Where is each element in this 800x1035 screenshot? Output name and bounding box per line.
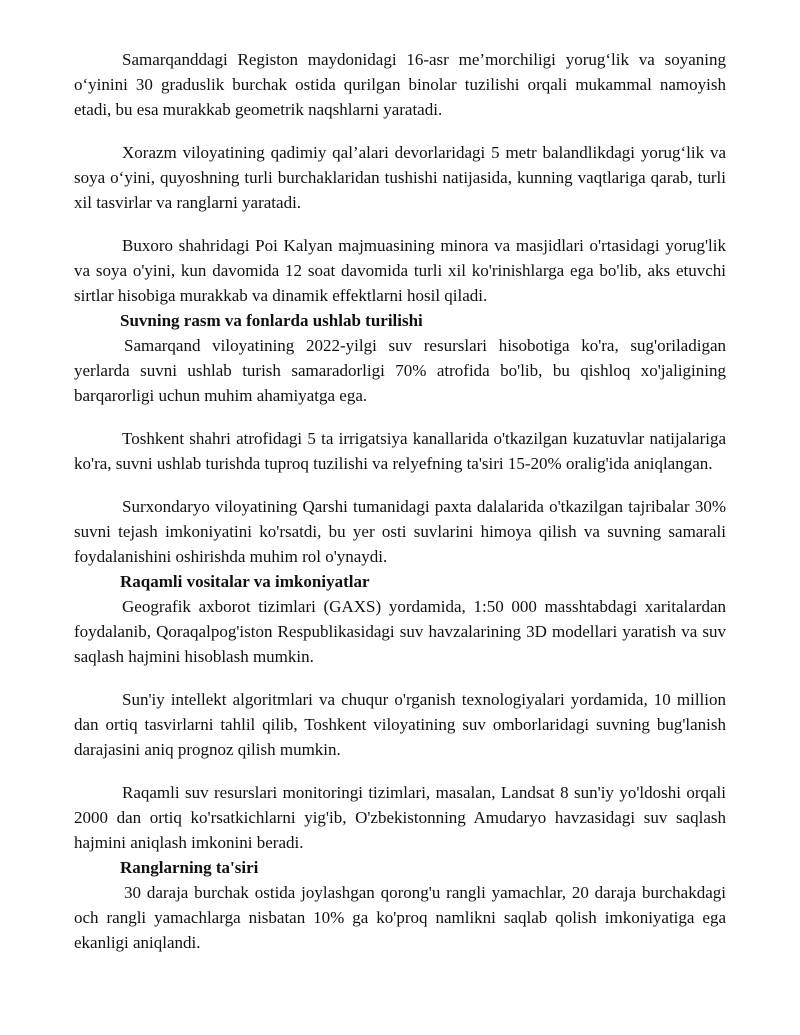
paragraph-toshkent-irrigation: Toshkent shahri atrofidagi 5 ta irrigatsiya kanallarida o'tkazilgan kuzatuvlar natijalariga ko'ra, suvni ushlab turishda tuproq tuzilishi va relyefning ta'siri 15-20% oralig'ida aniqlangan. <box>74 429 726 473</box>
paragraph-buxoro: Buxoro shahridagi Poi Kalyan majmuasining minora va masjidlari o'rtasidagi yorug'lik va soya o'yini, kun davomida 12 soat davomida turli xil ko'rinishlarga ega bo'lib, aks etuvchi sirtlar hisobiga murakkab va dinamik effektlarni hosil qiladi. <box>74 236 726 305</box>
heading-digital-tools: Raqamli vositalar va imkoniyatlar <box>120 572 370 591</box>
heading-colors: Ranglarning ta'siri <box>120 858 259 877</box>
paragraph-monitoring: Raqamli suv resurslari monitoringi tizimlari, masalan, Landsat 8 sun'iy yo'ldoshi orqali 2000 dan ortiq ko'rsatkichlarni yig'ib, O'zbekistonning Amudaryo havzasidagi suv saqlash hajmini aniqlash imkonini beradi. <box>74 783 726 852</box>
paragraph-ai: Sun'iy intellekt algoritmlari va chuqur o'rganish texnologiyalari yordamida, 10 million dan ortiq tasvirlarni tahlil qilib, Toshkent viloyatining suv omborlaridagi suvning bug'lanish darajasini aniq prognoz qilish mumkin. <box>74 690 726 759</box>
paragraph-gis: Geografik axborot tizimlari (GAXS) yordamida, 1:50 000 masshtabdagi xaritalardan foydalanib, Qoraqalpog'iston Respublikasidagi suv havzalarining 3D modellari yaratish va suv saqlash hajmini hisoblash mumkin. <box>74 597 726 666</box>
paragraph-surxondaryo: Surxondaryo viloyatining Qarshi tumanidagi paxta dalalarida o'tkazilgan tajribalar 30% suvni tejash imkoniyatini ko'rsatdi, bu yer osti suvlarini himoya qilish va suvning samarali foydalanishini oshirishda muhim rol o'ynaydi. <box>74 497 726 566</box>
heading-water-retention: Suvning rasm va fonlarda ushlab turilishi <box>120 311 423 330</box>
paragraph-colors: 30 daraja burchak ostida joylashgan qorong'u rangli yamachlar, 20 daraja burchakdagi och rangli yamachlarga nisbatan 10% ga ko'proq namlikni saqlab qolish imkoniyatiga ega ekanligi aniqlandi. <box>74 883 726 952</box>
paragraph-xorazm: Xorazm viloyatining qadimiy qal’alari devorlaridagi 5 metr balandlikdagi yorug‘lik va soya o‘yini, quyoshning turli burchaklaridan tushishi natijasida, kunning vaqtlariga qarab, turli xil tasvirlar va ranglarni yaratadi. <box>74 143 726 212</box>
paragraph-samarqand-water: Samarqand viloyatining 2022-yilgi suv resurslari hisobotiga ko'ra, sug'oriladigan yerlarda suvni ushlab turish samaradorligi 70% atrofida bo'lib, bu qishloq xo'jaligining barqarorligi uchun muhim ahamiyatga ega. <box>74 336 726 405</box>
paragraph-registon: Samarqanddagi Registon maydonidagi 16-asr me’morchiligi yorug‘lik va soyaning o‘yinini 30 graduslik burchak ostida qurilgan binolar tuzilishi orqali mukammal namoyish etadi, bu esa murakkab geometrik naqshlarni yaratadi. <box>74 50 726 119</box>
document-page <box>74 47 726 955</box>
